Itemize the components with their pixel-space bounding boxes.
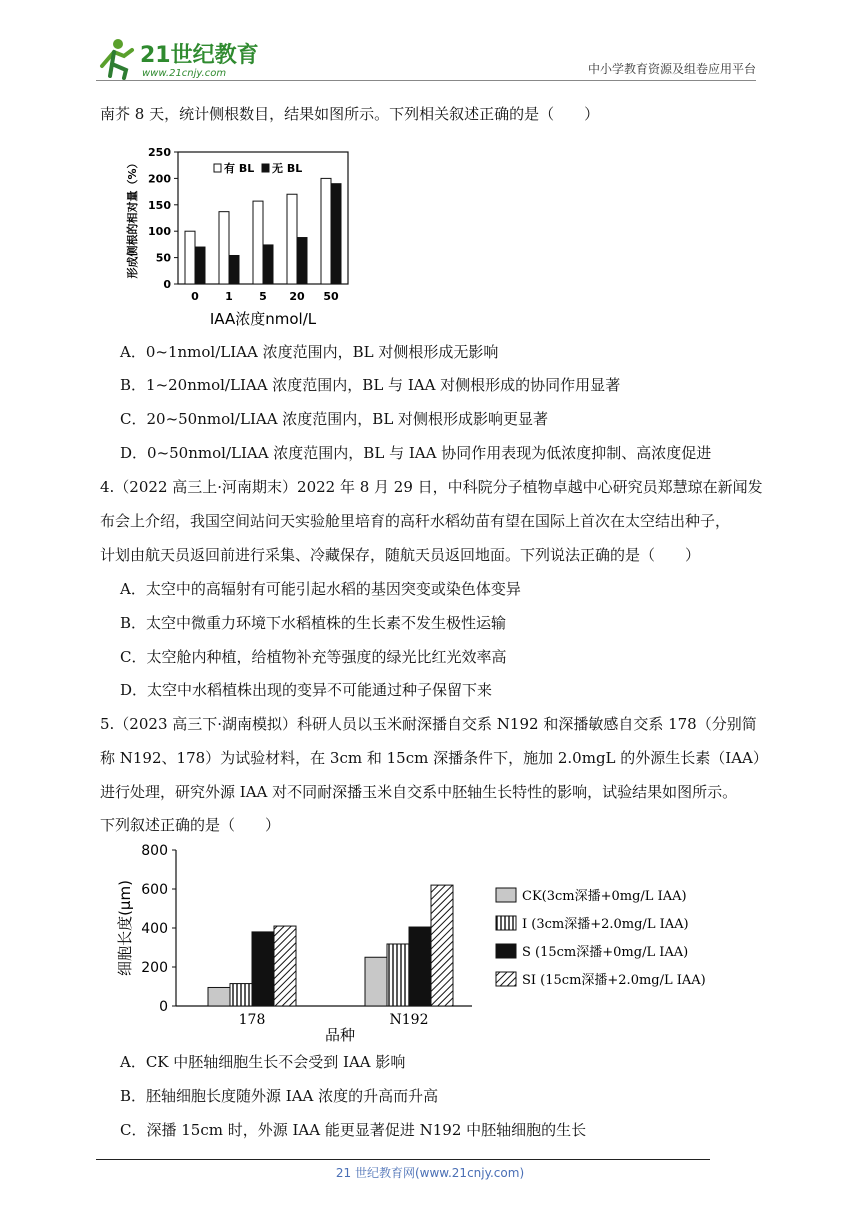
chart2-legend-label-2: S (15cm深播+0mg/L IAA) [522, 945, 689, 960]
chart2-ytick-label-2: 400 [141, 921, 168, 937]
chart1-bar-s1-3 [297, 238, 307, 284]
site-logo [96, 36, 266, 80]
chart1-xtick-label-4: 50 [323, 290, 339, 303]
chart1-ytick-label-2: 100 [148, 225, 171, 239]
chart2-legend-label-1: I (3cm深播+2.0mg/L IAA) [522, 917, 689, 932]
chart2-legend [496, 888, 706, 988]
chart1-bar-s0-3 [287, 194, 297, 284]
chart1-xtick-label-0: 0 [191, 290, 199, 303]
q4-line-1: 4.（2022 高三上·河南期末）2022 年 8 月 29 日，中科院分子植物卓越中心研究员郑慧琼在新闻发 [100, 478, 763, 496]
q4-option-c: C．太空舱内种植，给植物补充等强度的绿光比红光效率高 [120, 648, 507, 666]
chart2-ytick-label-3: 600 [141, 882, 168, 898]
chart1-legend-label-0: 有 BL [224, 162, 255, 175]
chart1-bar-s0-4 [321, 178, 331, 284]
chart1-bar-s1-1 [229, 255, 239, 284]
q4-option-b: B．太空中微重力环境下水稻植株的生长素不发生极性运输 [120, 614, 507, 632]
chart1-legend-label-1: 无 BL [272, 162, 303, 175]
chart2-xtick-label-0: 178 [238, 1012, 266, 1028]
chart2-ytick-label-0: 0 [159, 999, 168, 1015]
chart-cell-length [112, 836, 732, 1046]
q5-option-c: C．深播 15cm 时，外源 IAA 能更显著促进 N192 中胚轴细胞的生长 [120, 1121, 587, 1139]
q5-line-1: 5.（2023 高三下·湖南模拟）科研人员以玉米耐深播自交系 N192 和深播敏感自交系 178（分别简 [100, 715, 757, 733]
q4-line-2: 布会上介绍，我国空间站问天实验舱里培育的高秆水稻幼苗有望在国际上首次在太空结出种子， [100, 512, 731, 530]
chart2-legend-label-0: CK(3cm深播+0mg/L IAA) [522, 889, 687, 904]
chart1-legend-swatch-0 [214, 164, 221, 172]
q3-option-c: C．20~50nmol/LIAA 浓度范围内，BL 对侧根形成影响更显著 [120, 410, 549, 428]
chart1-ytick-label-5: 250 [148, 146, 171, 159]
footer-divider [96, 1159, 710, 1160]
chart2-legend-swatch-3 [496, 972, 516, 986]
chart2-ylabel: 细胞长度(μm) [116, 880, 134, 976]
chart1-bar-s0-2 [253, 201, 263, 284]
chart2-ytick-label-1: 200 [141, 960, 168, 976]
q3-stem: 南芥 8 天，统计侧根数目，结果如图所示。下列相关叙述正确的是（ ） [100, 105, 600, 123]
chart2-bar-s0-1 [365, 957, 387, 1006]
q5-line-3: 进行处理，研究外源 IAA 对不同耐深播玉米自交系中胚轴生长特性的影响，试验结果如图所示。 [100, 783, 738, 801]
chart2-bar-s2-0 [252, 932, 274, 1006]
chart2-bar-s1-0 [230, 984, 252, 1006]
chart1-ytick-label-4: 200 [148, 172, 171, 186]
header-platform-text: 中小学教育资源及组卷应用平台 [587, 62, 756, 76]
chart2-legend-label-3: SI (15cm深播+2.0mg/L IAA) [522, 973, 706, 988]
chart2-bar-s1-1 [387, 944, 409, 1006]
runner-logo-icon [102, 39, 132, 78]
chart2-xlabel: 品种 [324, 1026, 356, 1044]
header-divider [96, 80, 756, 81]
chart2-bar-s2-1 [409, 927, 431, 1006]
chart1-bar-s1-4 [331, 184, 341, 284]
chart1-legend-swatch-1 [262, 164, 269, 172]
chart1-xlabel: IAA浓度nmol/L [209, 310, 317, 328]
chart2-xtick-label-1: N192 [389, 1012, 429, 1028]
chart-lateral-root [126, 142, 356, 332]
chart1-bar-s1-0 [195, 247, 205, 284]
chart1-xtick-label-2: 5 [259, 290, 267, 303]
q4-option-a: A．太空中的高辐射有可能引起水稻的基因突变或染色体变异 [120, 580, 521, 598]
q4-line-3: 计划由航天员返回前进行采集、冷藏保存，随航天员返回地面。下列说法正确的是（ ） [100, 546, 701, 564]
chart2-bar-s0-0 [208, 987, 230, 1006]
chart2-legend-swatch-0 [496, 888, 516, 902]
logo-url: www.21cnjy.com [142, 68, 227, 79]
logo-title: 21世纪教育 [140, 43, 259, 68]
footer-text: 21 世纪教育网(www.21cnjy.com) [335, 1166, 525, 1180]
q3-option-d: D．0~50nmol/LIAA 浓度范围内，BL 与 IAA 协同作用表现为低浓度抑制、高浓度促进 [120, 444, 712, 462]
chart2-bar-s3-0 [274, 926, 296, 1006]
chart1-legend [214, 161, 302, 175]
chart1-xtick-label-1: 1 [225, 290, 233, 303]
chart1-bar-s0-0 [185, 231, 195, 284]
chart1-ytick-label-3: 150 [148, 198, 171, 212]
q4-option-d: D．太空中水稻植株出现的变异不可能通过种子保留下来 [120, 681, 493, 699]
chart1-ylabel: 形成侧根的相对量（%） [126, 157, 139, 279]
chart2-ytick-label-4: 800 [141, 843, 168, 859]
chart2-bar-s3-1 [431, 885, 453, 1006]
chart2-legend-swatch-2 [496, 944, 516, 958]
chart1-xtick-label-3: 20 [289, 290, 305, 303]
q3-option-b: B．1~20nmol/LIAA 浓度范围内，BL 与 IAA 对侧根形成的协同作用显著 [120, 376, 621, 394]
q3-option-a: A．0~1nmol/LIAA 浓度范围内，BL 对侧根形成无影响 [120, 343, 499, 361]
chart1-bar-s0-1 [219, 212, 229, 284]
q5-line-2: 称 N192、178）为试验材料，在 3cm 和 15cm 深播条件下，施加 2.0mgL 的外源生长素（IAA） [100, 749, 768, 767]
chart2-legend-swatch-1 [496, 916, 516, 930]
q5-option-a: A．CK 中胚轴细胞生长不会受到 IAA 影响 [120, 1053, 406, 1071]
chart1-bar-s1-2 [263, 245, 273, 284]
q5-option-b: B．胚轴细胞长度随外源 IAA 浓度的升高而升高 [120, 1087, 439, 1105]
chart1-ytick-label-1: 50 [155, 251, 171, 265]
chart1-ytick-label-0: 0 [163, 278, 171, 291]
q5-line-4: 下列叙述正确的是（ ） [100, 816, 281, 834]
